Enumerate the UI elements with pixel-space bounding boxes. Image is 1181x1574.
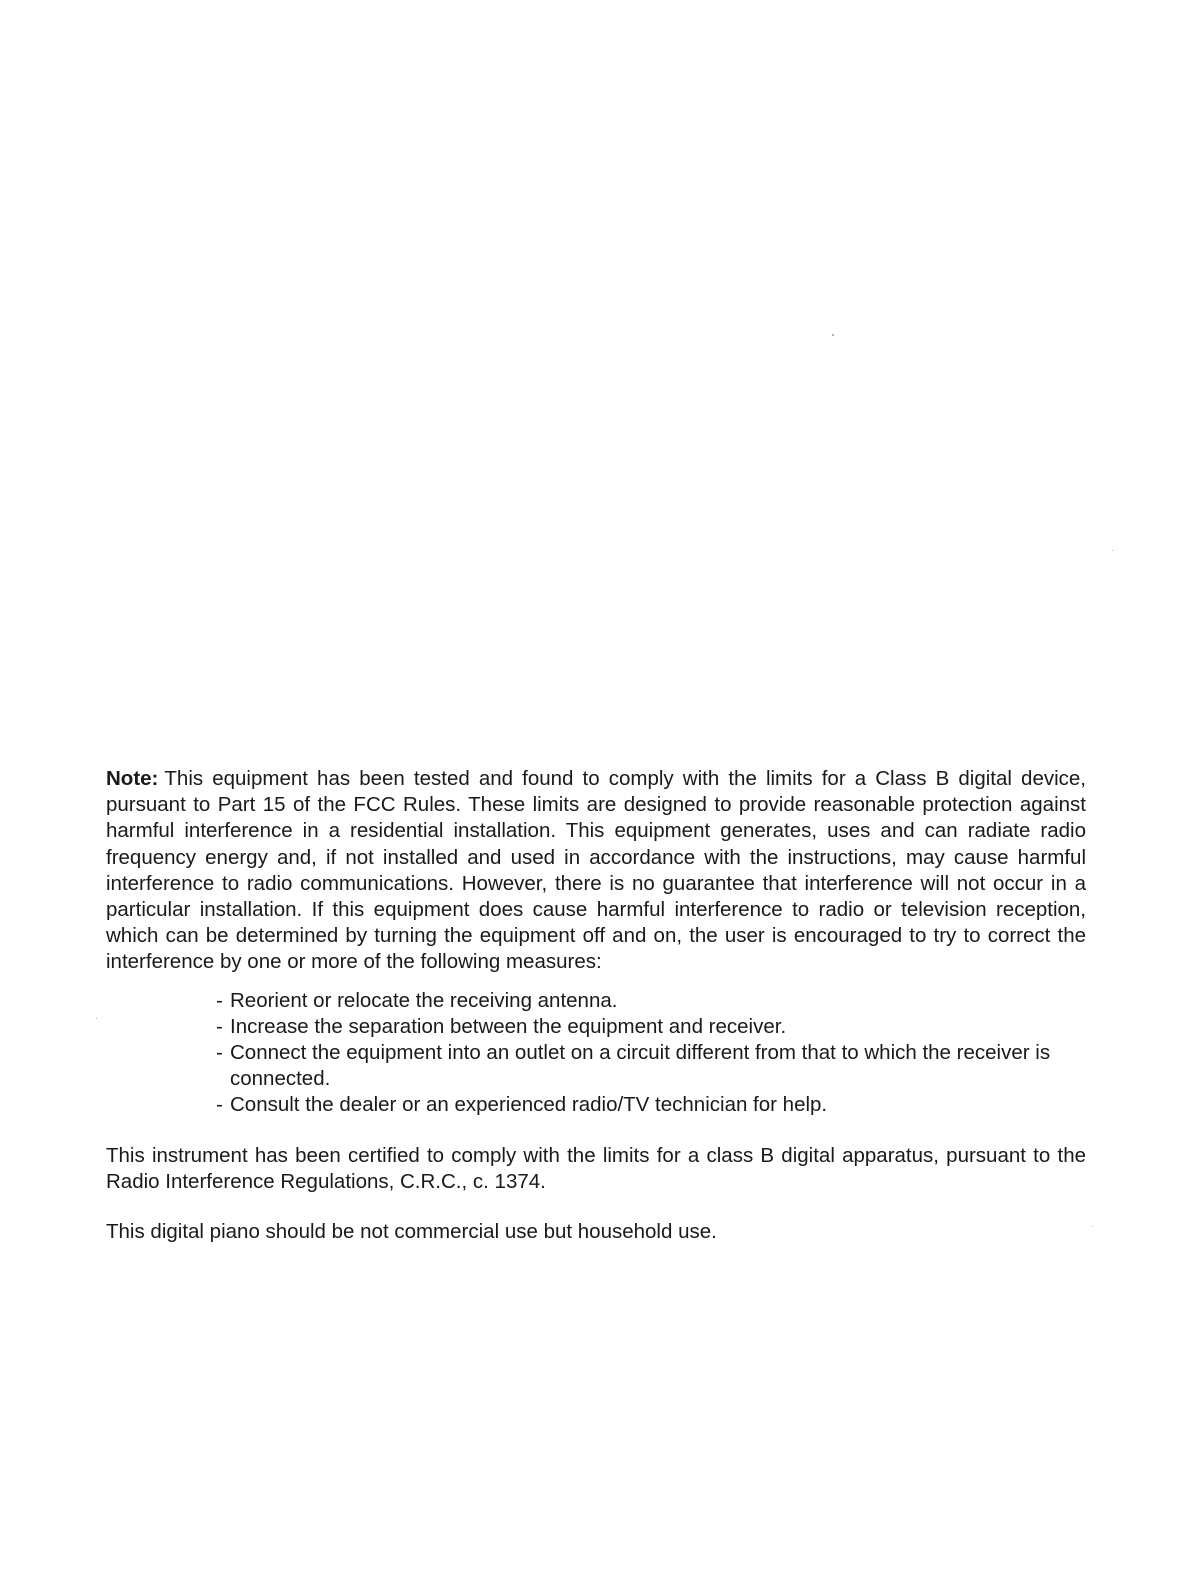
list-item [216,1092,1086,1118]
scan-speck [96,1018,97,1019]
list-dash: - [216,1041,223,1065]
canada-compliance-paragraph: This instrument has been certified to comply with the limits for a class B digital apparatus, pursuant to the Radio Interference Regulations, C.R.C., c. 1374. [106,1143,1086,1193]
measure-text: Consult the dealer or an experienced radio/TV technician for help. [230,1093,828,1117]
measures-list [106,988,1086,1119]
scan-speck [1112,550,1113,551]
scan-speck [1092,1226,1093,1227]
list-dash: - [216,988,223,1012]
list-dash: - [216,1093,223,1117]
fcc-note-paragraph [106,766,1086,976]
measure-text: Connect the equipment into an outlet on a circuit different from that to which the receiver is connected. [230,1041,1051,1091]
scan-speck [832,334,834,336]
fcc-notice [106,766,1086,1245]
list-item [216,988,1086,1014]
note-text: This equipment has been tested and found to comply with the limits for a Class B digital device, pursuant to Part 15 of the FCC Rules. These limits are designed to provide reasonable protection against harmful interference in a residential installation. This equipment generates, uses and can radiate radio frequency energy and, if not installed and used in accordance with the instructions, may cause harmful interference to radio communications. However, there is no guarantee that interference will not occur in a particular installation. If this equipment does cause harmful interference to radio or television reception, which can be determined by turning the equipment off and on, the user is encouraged to try to correct the interference by one or more of the following measures: [106,767,1086,974]
measure-text: Reorient or relocate the receiving antenna. [230,988,618,1012]
list-dash: - [216,1014,223,1038]
measure-text: Increase the separation between the equipment and receiver. [230,1014,787,1038]
household-use-paragraph: This digital piano should be not commercial use but household use. [106,1220,717,1244]
note-label: Note: [106,767,159,790]
list-item [216,1040,1086,1092]
list-item [216,1014,1086,1040]
